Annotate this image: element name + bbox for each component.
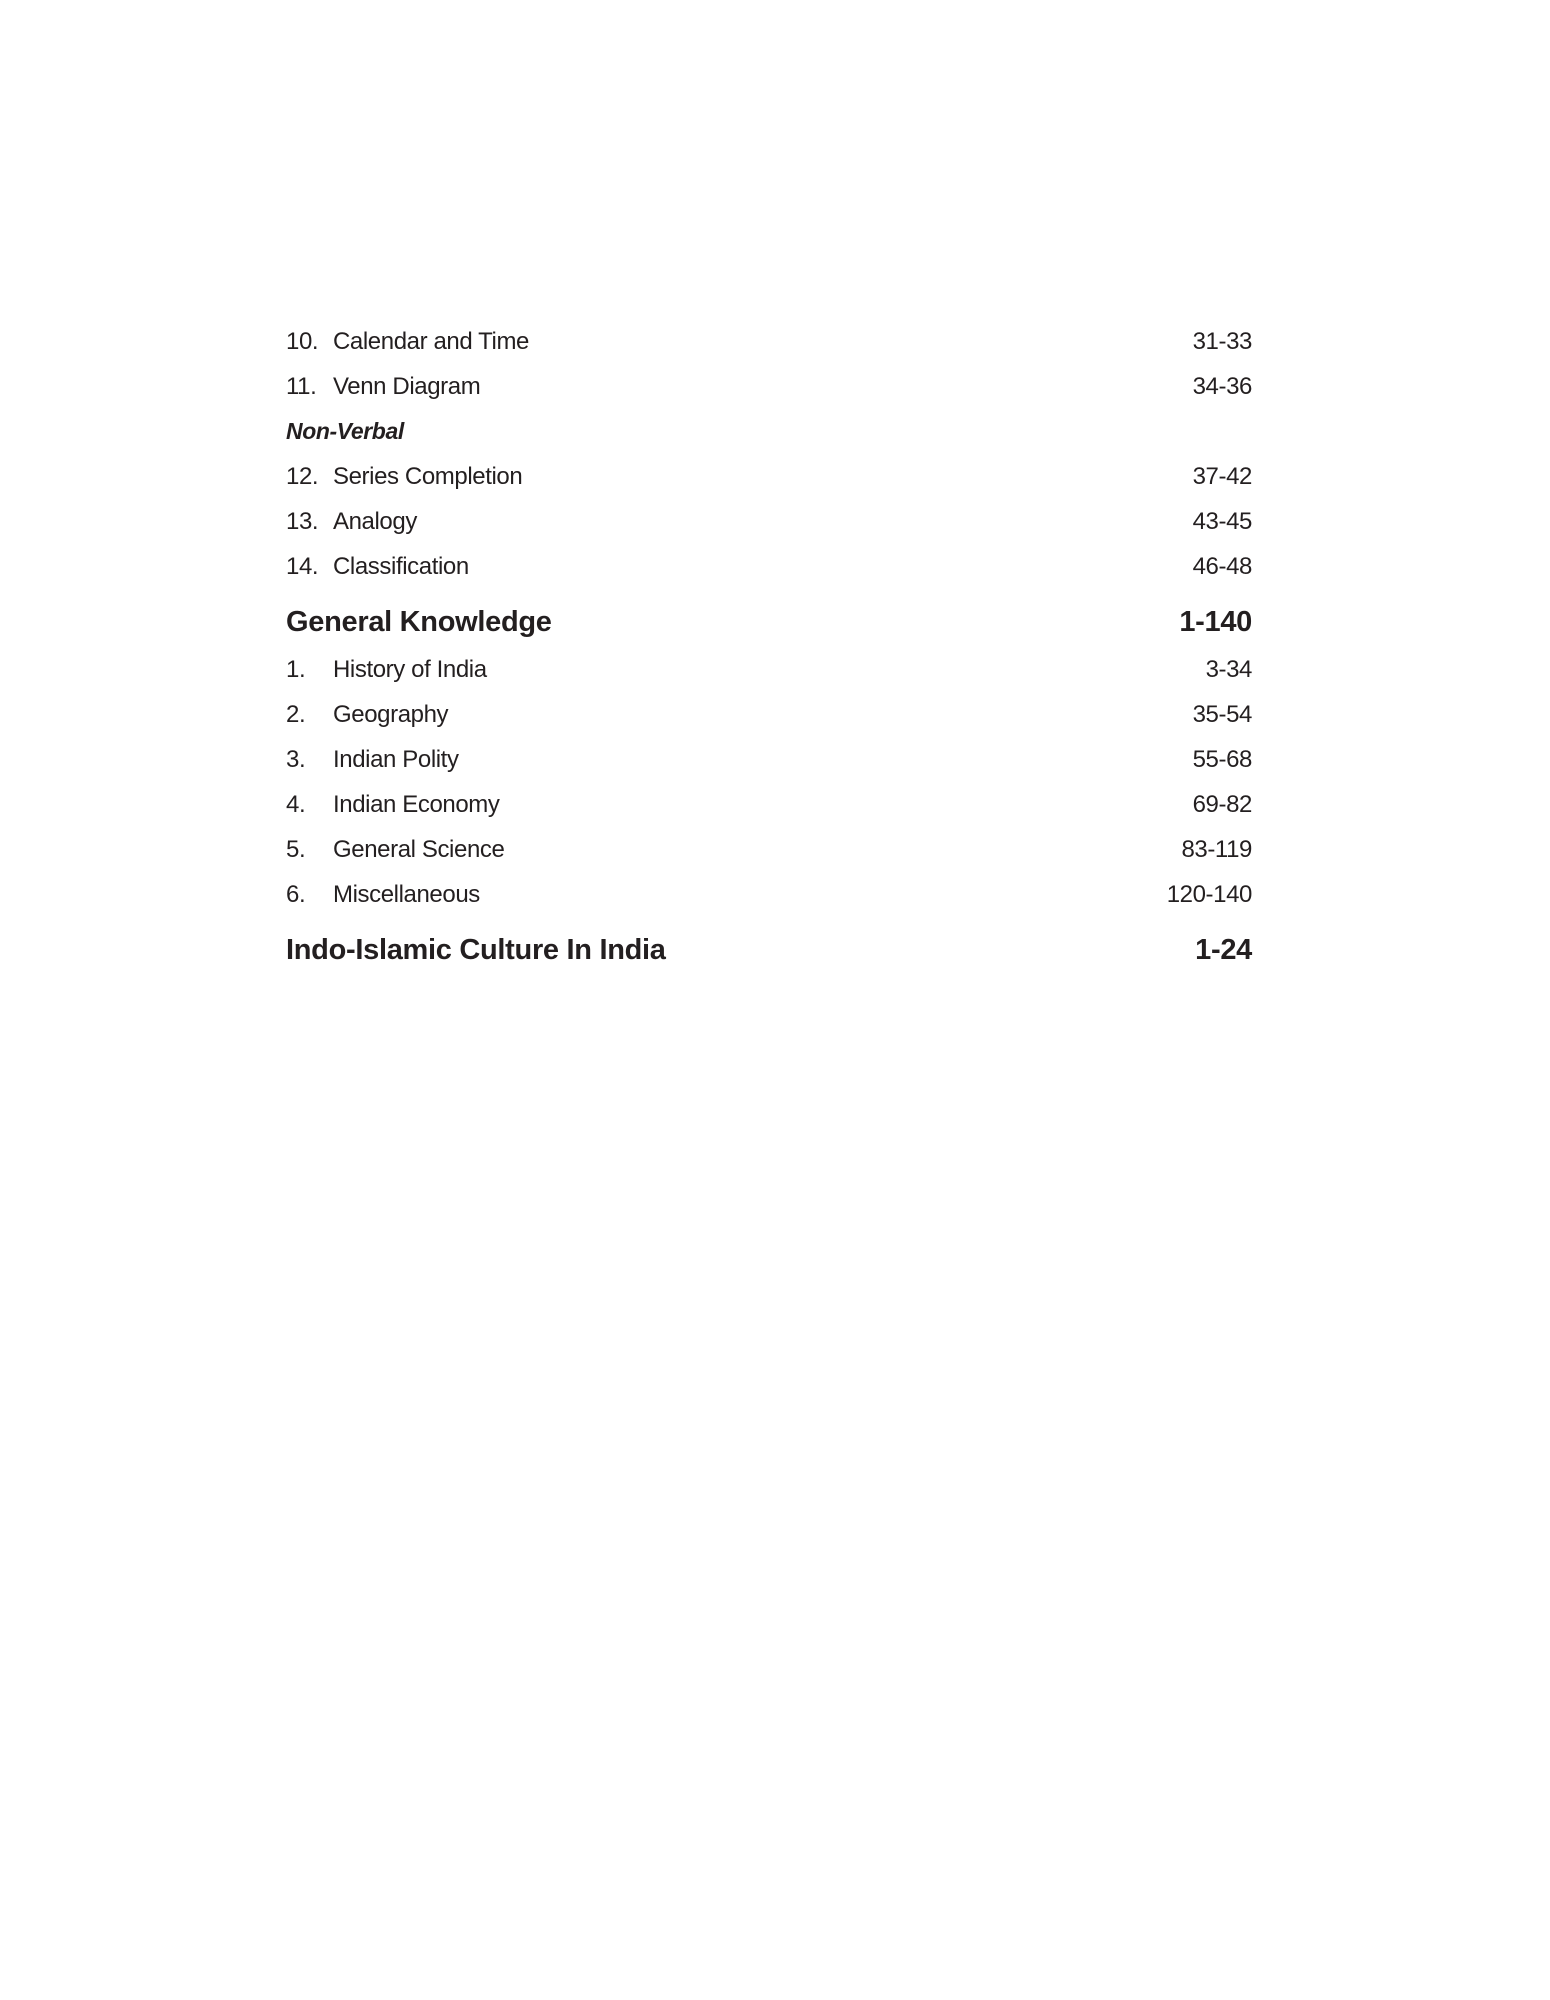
entry-pages: 3-34 <box>1205 656 1252 683</box>
entry-title: History of India <box>333 656 487 683</box>
entry-number: 13. <box>286 508 319 535</box>
entry-number: 14. <box>286 553 319 580</box>
toc-entry-calendar-and-time[interactable] <box>286 328 1252 373</box>
entry-number: 5. <box>286 836 306 863</box>
entry-title: Indian Polity <box>333 746 459 773</box>
entry-number: 6. <box>286 881 306 908</box>
entry-pages: 69-82 <box>1192 791 1252 818</box>
entry-title: Calendar and Time <box>333 328 529 355</box>
entry-pages: 83-119 <box>1181 836 1252 863</box>
entry-pages: 46-48 <box>1192 553 1252 580</box>
toc-entry-general-science[interactable] <box>286 836 1252 881</box>
toc-entry-indian-polity[interactable] <box>286 746 1252 791</box>
entry-title: Miscellaneous <box>333 881 480 908</box>
table-of-contents <box>286 328 1252 984</box>
section-pages: 1-140 <box>1179 606 1252 638</box>
section-title: Indo-Islamic Culture In India <box>286 934 666 966</box>
entry-title: Classification <box>333 553 469 580</box>
entry-number: 11. <box>286 373 317 400</box>
entry-title: Venn Diagram <box>333 373 481 400</box>
toc-entry-series-completion[interactable] <box>286 463 1252 508</box>
section-indo-islamic-culture[interactable] <box>286 934 1252 984</box>
entry-title: General Science <box>333 836 505 863</box>
section-title: General Knowledge <box>286 606 552 638</box>
entry-number: 3. <box>286 746 306 773</box>
entry-number: 4. <box>286 791 306 818</box>
toc-entry-geography[interactable] <box>286 701 1252 746</box>
entry-pages: 31-33 <box>1192 328 1252 355</box>
entry-number: 12. <box>286 463 319 490</box>
entry-title: Series Completion <box>333 463 523 490</box>
entry-pages: 55-68 <box>1192 746 1252 773</box>
entry-number: 10. <box>286 328 319 355</box>
entry-pages: 120-140 <box>1166 881 1252 908</box>
section-pages: 1-24 <box>1195 934 1252 966</box>
toc-entry-venn-diagram[interactable] <box>286 373 1252 418</box>
entry-pages: 34-36 <box>1192 373 1252 400</box>
toc-entry-analogy[interactable] <box>286 508 1252 553</box>
toc-entry-history-of-india[interactable] <box>286 656 1252 701</box>
section-general-knowledge[interactable] <box>286 606 1252 656</box>
entry-pages: 43-45 <box>1192 508 1252 535</box>
entry-title: Analogy <box>333 508 417 535</box>
entry-number: 1. <box>286 656 306 683</box>
entry-title: Indian Economy <box>333 791 500 818</box>
toc-entry-miscellaneous[interactable] <box>286 881 1252 926</box>
toc-entry-classification[interactable] <box>286 553 1252 598</box>
entry-title: Geography <box>333 701 449 728</box>
entry-number: 2. <box>286 701 306 728</box>
entry-pages: 37-42 <box>1192 463 1252 490</box>
entry-pages: 35-54 <box>1192 701 1252 728</box>
toc-entry-indian-economy[interactable] <box>286 791 1252 836</box>
subheading-non-verbal: Non-Verbal <box>286 418 404 444</box>
